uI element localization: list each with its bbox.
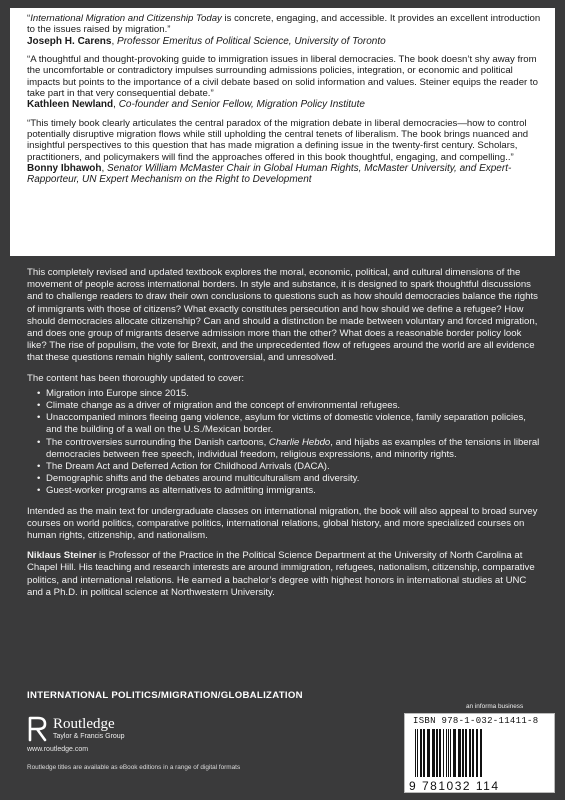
- bullet: •: [37, 436, 41, 448]
- barcode-bar: [480, 729, 482, 777]
- barcode-bars: [413, 729, 548, 779]
- quote-role: Co-founder and Senior Fellow, Migration Policy Institute: [118, 99, 365, 111]
- barcode-bar: [415, 729, 416, 777]
- description-area: [27, 267, 542, 607]
- quote-text: “International Migration and Citizenship Today is concrete, engaging, and accessible. It provides an excellent introduction to the issues raised by migration.”: [27, 13, 541, 36]
- barcode-bar: [439, 729, 441, 777]
- bullet: •: [37, 461, 41, 473]
- list-item: • Unaccompanied minors fleeing gang violence, asylum for victims of domestic violence, family separation policies, and the building of a wall on the U.S./Mexican border.: [37, 412, 526, 436]
- barcode-bar: [458, 729, 461, 777]
- publisher-name: Routledge: [53, 716, 115, 732]
- barcode-bar: [450, 729, 451, 777]
- bullet: •: [37, 485, 41, 497]
- quote-author: Bonny Ibhawoh: [27, 162, 102, 174]
- barcode-bar: [443, 729, 444, 777]
- publisher-wordmark: [53, 716, 125, 741]
- quote-attribution: Joseph H. Carens, Professor Emeritus of Political Science, University of Toronto: [27, 35, 386, 47]
- list-item: • Migration into Europe since 2015.: [37, 387, 189, 399]
- quote-newland: [27, 54, 545, 111]
- description-paragraph: This completely revised and updated textbook explores the moral, economic, political, and cultural dimensions of the movement of people across international borders. In style and substance, it is designed to spark thoughtful discussions and to challenge readers to draw their own conclusions to questions such as how should democracies balance the rights of immigrants with those of citizens? What exactly constitutes persecution and how should we define a refugee? How should democracies allocate citizenship? Can and should a distinction be made between voluntary and forced migration, and does one group of migrants deserve admission more than the other? What does a reasonable border policy look like? The rise of populism, the vote for Brexit, and the unprecedented flow of refugees around the world are all evidence that these questions remain highly salient, controversial, and unresolved.: [27, 267, 538, 364]
- publisher-group: Taylor & Francis Group: [53, 733, 125, 740]
- informa-tagline: an informa business: [466, 703, 524, 710]
- list-item: • The controversies surrounding the Danish cartoons, Charlie Hebdo, and hijabs as examples of the tensions in liberal democracies between free speech, individual freedom, religious expressions, and minority rights.: [37, 436, 540, 460]
- quote-carens: [27, 13, 545, 47]
- publisher-url[interactable]: www.routledge.com: [27, 746, 89, 753]
- barcode-bar: [432, 729, 435, 777]
- author-bio: Niklaus Steiner is Professor of the Practice in the Political Science Department at the University of North Carolina at Chapel Hill. His teaching and research interests are around immigration, refugees, nationalism, citizenship, comparative politics, and international relations. He earned a bachelor’s degree with highest honors in international studies at UNC and a Ph.D. in political science at Northwestern University.: [27, 550, 535, 598]
- bullet: •: [37, 473, 41, 485]
- barcode-bar: [476, 729, 478, 777]
- barcode-bar: [462, 729, 464, 777]
- barcode-bar: [453, 729, 456, 777]
- bullet: •: [37, 387, 41, 399]
- list-item: • The Dream Act and Deferred Action for Childhood Arrivals (DACA).: [37, 461, 330, 473]
- author-name: Niklaus Steiner: [27, 550, 97, 562]
- quote-author: Joseph H. Carens: [27, 35, 112, 47]
- list-item: • Climate change as a driver of migration and the concept of environmental refugees.: [37, 400, 401, 412]
- barcode-bar: [448, 729, 449, 777]
- audience-paragraph: Intended as the main text for undergraduate classes on international migration, the book will also appeal to broad survey courses on world politics, comparative politics, international relations, global history, and more specialized courses on human rights, citizenship, and nationalism.: [27, 505, 538, 542]
- barcode-bar: [472, 729, 474, 777]
- bullet: •: [37, 412, 41, 424]
- quote-text: “This timely book clearly articulates the central paradox of the migration debate in liberal democracies—how to control potentially disruptive migration flows while still upholding the central tenets of liberalism. The book brings nuanced and insightful perspectives to this question that has made migration a defining issue in the twenty-first century. Scholars, practitioners, and policymakers will find the approaches offered in this book thoughtful, engaging, and compelling..”: [27, 117, 529, 163]
- quote-text: “A thoughtful and thought-provoking guide to immigration issues in liberal democracies. The book doesn’t shy away from the uncomfortable or contradictory impulses surrounding admissions policies, integration, or economic and political impacts but points to the importance of a civil debate based on solid information and values. Steiner equips the reader to take part in that very consequential debate.”: [27, 54, 538, 99]
- bullet: •: [37, 400, 41, 412]
- barcode-bar: [423, 729, 425, 777]
- quote-attribution: Kathleen Newland, Co-founder and Senior Fellow, Migration Policy Institute: [27, 99, 365, 111]
- quote-attribution: Bonny Ibhawoh, Senator William McMaster Chair in Global Human Rights, McMaster University, and Expert-Rapporteur, UN Expert Mechanism on the Right to Development: [27, 162, 512, 186]
- isbn-barcode: [404, 713, 555, 793]
- quote-ibhawoh: [27, 118, 545, 186]
- barcode-bar: [446, 729, 447, 777]
- updates-intro: The content has been thoroughly updated to cover:: [27, 372, 245, 384]
- barcode-bar: [436, 729, 438, 777]
- book-title-italic: International Migration and Citizenship Today: [30, 13, 222, 24]
- subject-category: INTERNATIONAL POLITICS/MIGRATION/GLOBALIZATION: [27, 690, 303, 701]
- routledge-logo-icon: [27, 716, 49, 742]
- quote-role: Professor Emeritus of Political Science, University of Toronto: [117, 35, 386, 47]
- barcode-bar: [417, 729, 418, 777]
- isbn-label: ISBN 978-1-032-11411-8: [413, 716, 539, 726]
- barcode-bar: [427, 729, 430, 777]
- praise-panel: [10, 8, 555, 256]
- barcode-bar: [420, 729, 422, 777]
- quote-role: Senator William McMaster Chair in Global Human Rights, McMaster University, and Expert-Rapporteur, UN Expert Mechanism on the Right to Development: [27, 162, 512, 186]
- barcode-digits: 9 781032 114: [409, 779, 500, 793]
- updates-list: [27, 388, 542, 498]
- quote-author: Kathleen Newland: [27, 99, 114, 111]
- barcode-bar: [465, 729, 467, 777]
- list-item: • Guest-worker programs as alternatives to admitting immigrants.: [37, 485, 316, 497]
- list-item: • Demographic shifts and the debates around multiculturalism and diversity.: [37, 473, 360, 485]
- barcode-bar: [469, 729, 471, 777]
- ebook-note: Routledge titles are available as eBook editions in a range of digital formats: [27, 764, 241, 771]
